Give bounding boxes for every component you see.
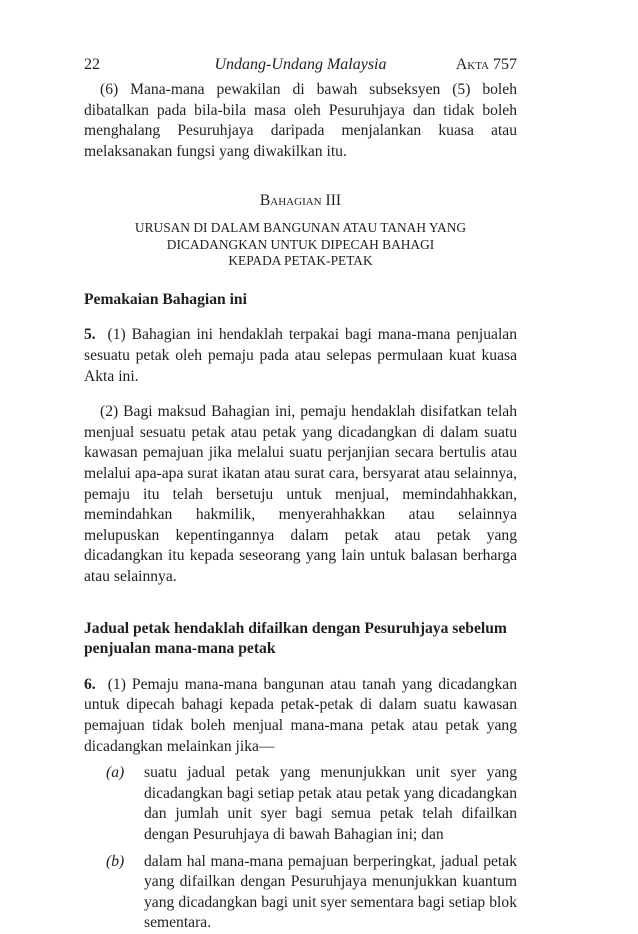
list-item-text: dalam hal mana-mana pemajuan berperingkat, jadual petak yang difailkan dengan Pesuruhjaya menunjukkan kuantum yang dicadangkan bagi unit syer sementara bagi setiap blok sementara. — [144, 852, 517, 932]
list-item-b — [84, 852, 517, 934]
document-page — [84, 56, 517, 934]
section-6-heading-line: Jadual petak hendaklah difailkan dengan Pesuruhjaya sebelum — [84, 619, 507, 637]
section-5-number: 5. — [84, 326, 96, 344]
list-item-label: (b) — [106, 852, 125, 870]
part-title-line: URUSAN DI DALAM BANGUNAN ATAU TANAH YANG — [134, 220, 467, 236]
section-5-subsection-2: (2) Bagi maksud Bahagian ini, pemaju hendaklah disifatkan telah menjual sesuatu petak atau petak yang dicadangkan di dalam suatu kawasan pemajuan jika melalui suatu perjanjian secara bertulis atau melalui apa-apa surat ikatan atau surat cara, bersyarat atau selainnya, pemaju itu telah bersetuju untuk menjual, memindahhakkan, memindahkan hakmilik, menyerahhakkan atau selainnya melupuskan kepentingannya dalam petak atau petak yang dicadangkan itu kepada seseorang yang lain untuk balasan berharga atau selainnya. — [84, 403, 517, 585]
act-label — [456, 56, 517, 74]
section-5-sub1-text: (1) Bahagian ini hendaklah terpakai bagi mana-mana penjualan sesuatu petak oleh pemaju pada atau selepas permulaan kuat kuasa Akta ini. — [84, 326, 518, 385]
section-6-number: 6. — [84, 675, 96, 693]
section-6-subsection-1 — [84, 675, 517, 757]
part-title-line: DICADANGKAN UNTUK DIPECAH BAHAGI — [166, 236, 435, 252]
section-6-sub1-text: (1) Pemaju mana-mana bangunan atau tanah yang dicadangkan untuk dipecah bahagi kepada petak-petak di dalam suatu kawasan pemajuan tidak boleh menjual mana-mana petak atau petak yang dicadangkan melainkan jika— — [84, 675, 517, 755]
subsection-6-paragraph: (6) Mana-mana pewakilan di bawah subseksyen (5) boleh dibatalkan pada bila-bila masa oleh Pesuruhjaya dan tidak boleh menghalang Pesuruhjaya daripada menjalankan kuasa atau melaksanakan fungsi yang diwakilkan itu. — [84, 81, 517, 160]
part-title-line: KEPADA PETAK-PETAK — [228, 253, 373, 269]
act-word: Akta — [455, 56, 489, 73]
running-header — [84, 56, 517, 80]
page-number: 22 — [84, 56, 100, 73]
section-6-heading-line: penjualan mana-mana petak — [84, 640, 276, 658]
section-6-heading — [84, 619, 517, 660]
part-heading: Bahagian III — [259, 192, 342, 210]
header-title: Undang-Undang Malaysia — [214, 56, 387, 73]
section-5-subsection-1 — [84, 325, 517, 387]
section-5-heading: Pemakaian Bahagian ini — [84, 290, 247, 308]
list-item-label: (a) — [106, 764, 125, 782]
list-item-text: suatu jadual petak yang menunjukkan unit syer yang dicadangkan bagi setiap petak atau petak yang dicadangkan dan jumlah unit syer bagi semua petak telah difailkan dengan Pesuruhjaya di bawah Bahagian ini; dan — [144, 764, 517, 843]
list-item-a — [84, 763, 517, 845]
part-title — [84, 220, 517, 270]
act-number: 757 — [493, 56, 517, 73]
